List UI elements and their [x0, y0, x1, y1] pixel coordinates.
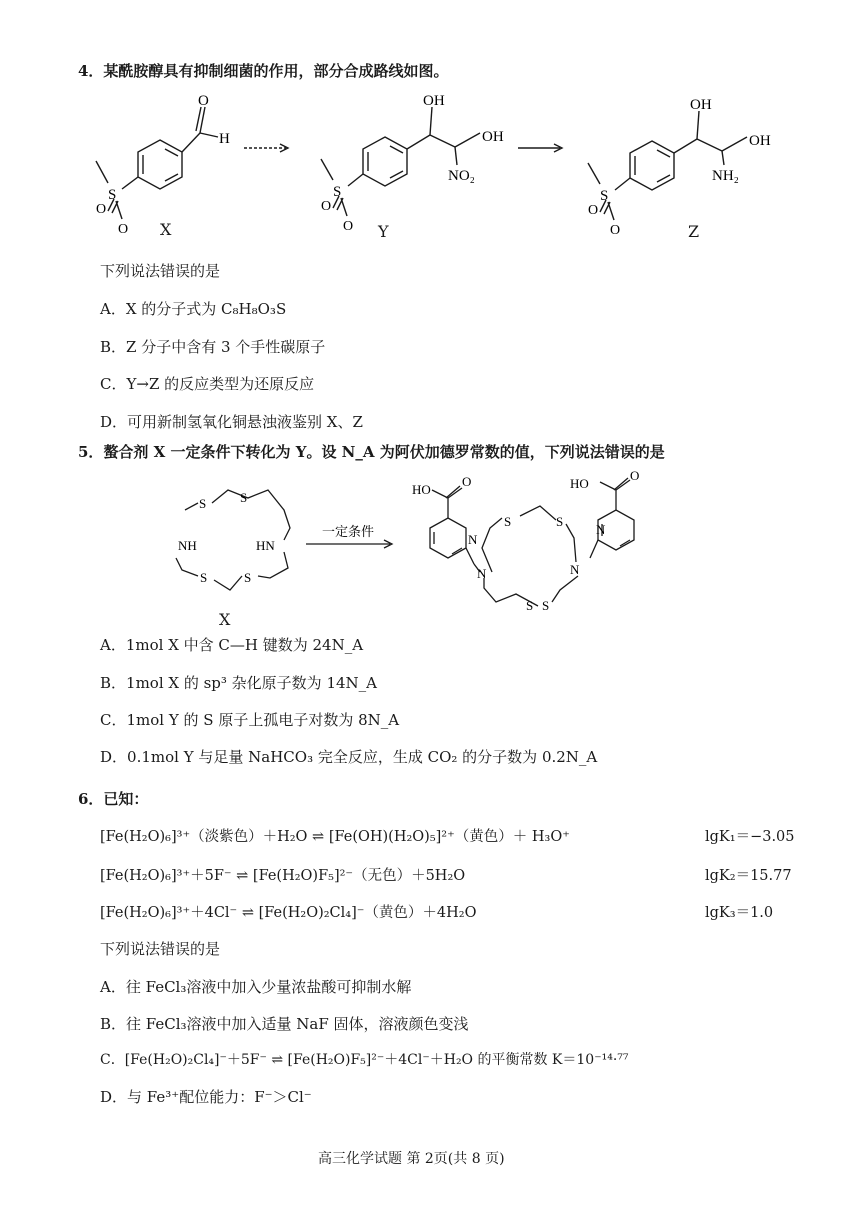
q6-equation-2: [Fe(H₂O)₆]³⁺＋5F⁻ ⇌ [Fe(H₂O)F₅]²⁻（无色）＋5H₂O [100, 868, 466, 884]
z-o-atom-1: O [588, 203, 599, 218]
q5-chelator-scheme [0, 468, 868, 618]
x-s-atom: S [108, 187, 117, 203]
x-s-atom-4: S [244, 570, 252, 585]
y-n-ring-left: N [477, 566, 487, 581]
page-footer: 高三化学试题 第 2页(共 8 页) [318, 1151, 505, 1167]
q4-option-a[interactable]: A．X 的分子式为 C₈H₈O₃S [100, 300, 287, 318]
q6-lgk-2: lgK₂＝15.77 [705, 868, 792, 884]
x-s-atom-2: S [240, 490, 248, 505]
y-o-atom-2: O [343, 219, 354, 234]
q5-arrow-label: 一定条件 [322, 524, 375, 539]
y-s-atom-1: S [504, 514, 512, 529]
y-oh-right: OH [482, 129, 504, 145]
y-n-ring-right: N [570, 562, 580, 577]
q6-lgk-3: lgK₃＝1.0 [705, 905, 774, 921]
y-s-atom-2: S [556, 514, 564, 529]
q6-option-b[interactable]: B．往 FeCl₃溶液中加入适量 NaF 固体，溶液颜色变浅 [100, 1015, 469, 1033]
y-ho-right: HO [570, 476, 589, 491]
q4-stem: 4．某酰胺醇具有抑制细菌的作用，部分合成路线如图。 [78, 62, 449, 80]
q5-option-c[interactable]: C．1mol Y 的 S 原子上孤电子对数为 8N_A [100, 711, 400, 729]
label-x: X [160, 220, 172, 239]
y-s-atom-4: S [542, 598, 550, 613]
z-s-atom: S [600, 188, 609, 204]
q6-equation-1: [Fe(H₂O)₆]³⁺（淡紫色）＋H₂O ⇌ [Fe(OH)(H₂O)₅]²⁺（黄色）＋ H₃O⁺ [100, 829, 570, 845]
y-o-left: O [462, 474, 472, 489]
x-aldehyde-o: O [198, 93, 209, 109]
q4-question: 下列说法错误的是 [100, 262, 221, 280]
z-nh2: NH₂ [712, 168, 739, 184]
y-ho-left: HO [412, 482, 431, 497]
q5-stem: 5．螯合剂 X 一定条件下转化为 Y。设 N_A 为阿伏加德罗常数的值，下列说法错误的是 [78, 443, 665, 461]
z-oh-right: OH [749, 133, 771, 149]
q6-option-a[interactable]: A．往 FeCl₃溶液中加入少量浓盐酸可抑制水解 [100, 978, 412, 996]
q6-option-c[interactable]: C．[Fe(H₂O)₂Cl₄]⁻＋5F⁻ ⇌ [Fe(H₂O)F₅]²⁻＋4Cl⁻＋H₂O 的平衡常数 K＝10⁻¹⁴·⁷⁷ [100, 1052, 629, 1068]
z-oh-top: OH [690, 97, 712, 113]
q6-question: 下列说法错误的是 [100, 940, 221, 958]
x-hn-right: HN [256, 538, 275, 553]
q4-synthesis-scheme [0, 85, 868, 285]
q5-label-x: X [219, 610, 231, 629]
label-z: Z [688, 222, 700, 241]
x-s-atom-1: S [199, 496, 207, 511]
label-y: Y [378, 222, 389, 241]
q5-option-b[interactable]: B．1mol X 的 sp³ 杂化原子数为 14N_A [100, 674, 377, 692]
q6-lgk-1: lgK₁＝−3.05 [705, 829, 795, 845]
y-n-pyridine-left: N [468, 532, 478, 547]
q5-option-a[interactable]: A．1mol X 中含 C—H 键数为 24N_A [100, 636, 364, 654]
q6-stem: 6．已知： [78, 790, 149, 808]
y-o-right: O [630, 468, 640, 483]
y-s-atom: S [333, 184, 342, 200]
y-n-pyridine-right: N [596, 522, 606, 537]
z-o-atom-2: O [610, 223, 621, 238]
q6-option-d[interactable]: D．与 Fe³⁺配位能力：F⁻＞Cl⁻ [100, 1088, 312, 1106]
q4-option-d[interactable]: D．可用新制氢氧化铜悬浊液鉴别 X、Z [100, 413, 363, 431]
q4-option-b[interactable]: B．Z 分子中含有 3 个手性碳原子 [100, 338, 326, 356]
q6-equation-3: [Fe(H₂O)₆]³⁺＋4Cl⁻ ⇌ [Fe(H₂O)₂Cl₄]⁻（黄色）＋4H₂O [100, 905, 477, 921]
y-no2: NO₂ [448, 168, 475, 184]
y-o-atom-1: O [321, 199, 332, 214]
x-o-atom-2: O [118, 222, 129, 237]
x-nh-left: NH [178, 538, 197, 553]
q5-option-d[interactable]: D．0.1mol Y 与足量 NaHCO₃ 完全反应，生成 CO₂ 的分子数为 0.2N_A [100, 748, 598, 766]
q4-option-c[interactable]: C．Y→Z 的反应类型为还原反应 [100, 375, 315, 393]
y-s-atom-3: S [526, 598, 534, 613]
x-aldehyde-h: H [219, 131, 230, 147]
x-s-atom-3: S [200, 570, 208, 585]
y-oh-top: OH [423, 93, 445, 109]
x-o-atom-1: O [96, 202, 107, 217]
